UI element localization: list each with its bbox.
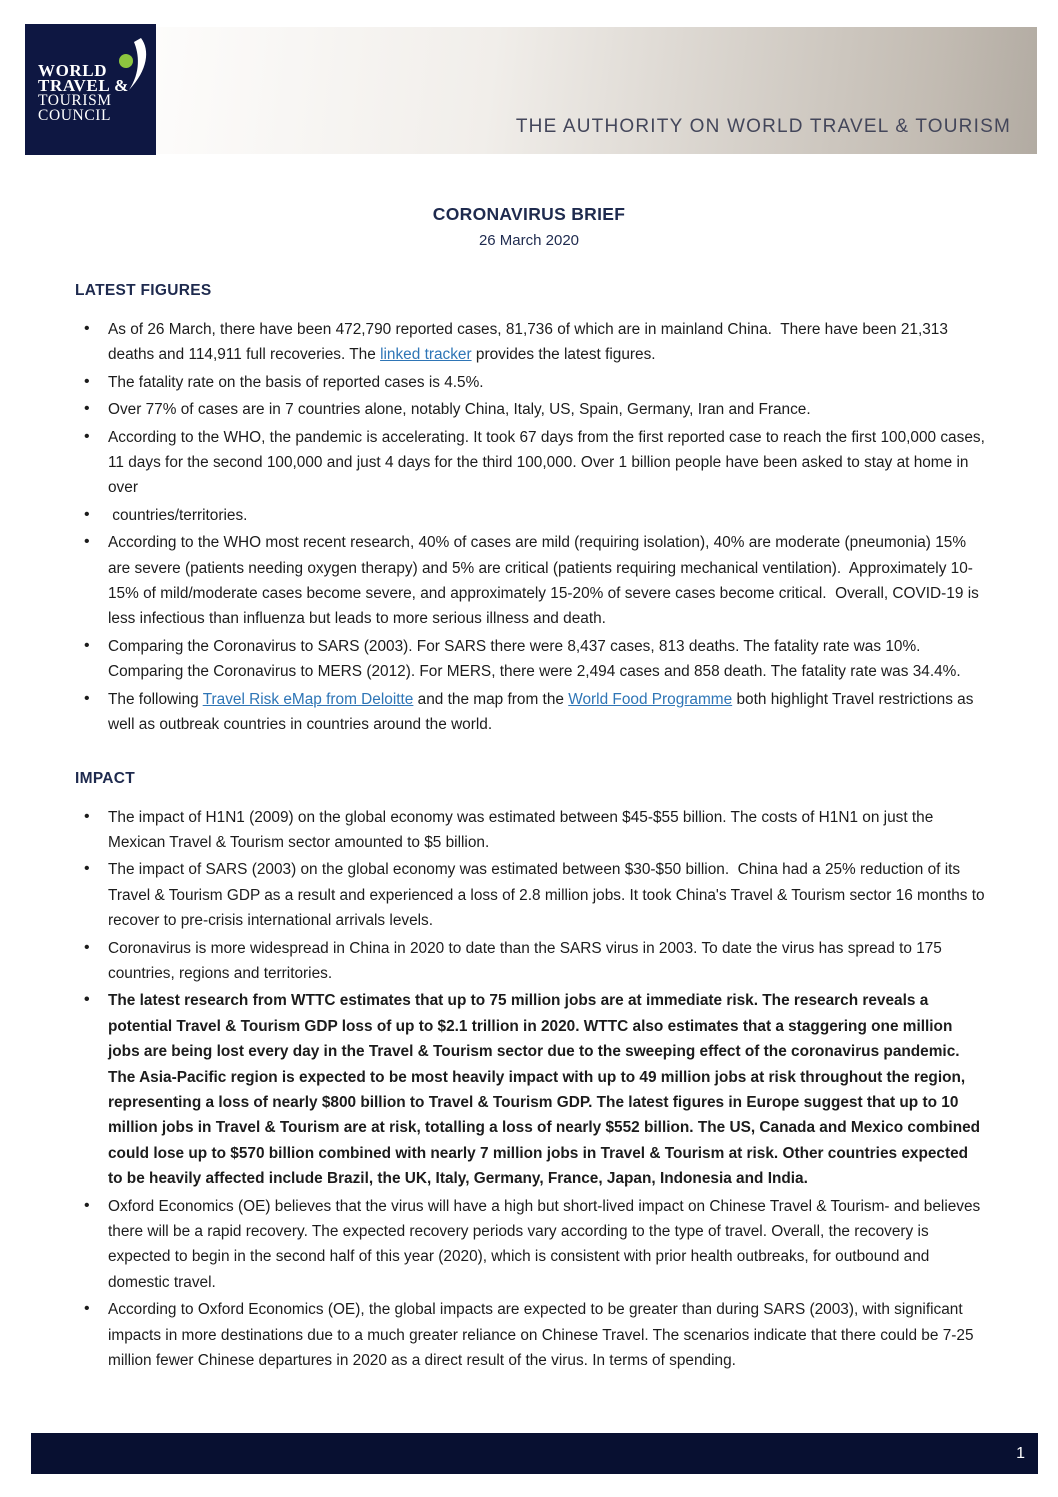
bullet-list (75, 805, 989, 1374)
page-title: CORONAVIRUS BRIEF (432, 204, 626, 224)
bullet-text: provides the latest figures. (471, 346, 656, 364)
bullet-item (75, 634, 985, 685)
page-number: 1 (1016, 1444, 1025, 1462)
section-heading: LATEST FIGURES (75, 282, 212, 299)
bullet-item (75, 1194, 985, 1296)
bullet-item (75, 1297, 985, 1373)
bullet-item (75, 936, 985, 987)
bullet-item (75, 857, 989, 933)
bullet-text: both highlight Travel restrictions as well as outbreak countries in countries around the world. (108, 690, 978, 734)
footer-bar (31, 1433, 1038, 1474)
bullet-item (75, 397, 985, 422)
bullet-item (75, 425, 990, 501)
bullet-item (75, 370, 985, 395)
logo-text (38, 63, 129, 123)
bullet-text: The fatality rate on the basis of reported cases is 4.5%. (108, 373, 484, 391)
bullet-text: The impact of H1N1 (2009) on the global economy was estimated between $45-$55 billion. The costs of H1N1 on just the Mexican Travel & Tourism sector amounted to $5 billion. (108, 808, 938, 851)
bullet-text: According to Oxford Economics (OE), the global impacts are expected to be greater than during SARS (2003), with significant impacts in more destinations due to a much greater reliance on Chinese Travel. The scenarios indicate that there could be 7-25 million fewer Chinese departures in 2020 as a direct result of the virus. In terms of spending. (108, 1301, 978, 1370)
bullet-item (75, 530, 985, 632)
bullet-text: The impact of SARS (2003) on the global economy was estimated between $30-$50 billion. China had a 25% reduction of its Travel & Tourism GDP as a result and experienced a loss of 2.8 million jobs. It took China's Travel & Tourism sector 16 months to recover to pre-crisis international arrivals levels. (108, 861, 989, 930)
bullet-item (75, 805, 985, 856)
logo-line: COUNCIL (38, 107, 112, 124)
section-heading: IMPACT (75, 769, 136, 787)
logo-line: TRAVEL & (38, 76, 129, 95)
bullet-text: The latest research from WTTC estimates that up to 75 million jobs are at immediate risk. The research reveals a potential Travel & Tourism GDP loss of up to $2.1 trillion in 2020. WTTC also estimates that a staggering one million jobs are being lost every day in the Travel & Tourism sector due to the sweeping effect of the coronavirus pandemic. The Asia-Pacific region is expected to be most heavily impact with up to 49 million jobs at risk throughout the region, representing a loss of nearly $800 billion to Travel & Tourism GDP. The latest figures in Europe suggest that up to 10 million jobs in Travel & Tourism are at risk, totalling a loss of nearly $552 billion. The US, Canada and Mexico combined could lose up to $570 billion combined with nearly 7 million jobs in Travel & Tourism at risk. Other countries expected to be heavily affected include Brazil, the UK, Italy, Germany, France, Japan, Indonesia and India. (108, 992, 985, 1188)
logo-line: WORLD (38, 61, 108, 80)
bullet-list (75, 317, 990, 738)
bullet-text: Over 77% of cases are in 7 countries alone, notably China, Italy, US, Spain, Germany, Iran and France. (108, 401, 811, 419)
inline-link[interactable]: Travel Risk eMap from Deloitte (202, 690, 414, 708)
bullet-text: According to the WHO most recent research, 40% of cases are mild (requiring isolation), 40% are moderate (pneumonia) 15% are severe (patients needing oxygen therapy) and 5% are critical (patients requiring mechanical ventilation). Approximately 10-15% of mild/moderate cases become severe, and approximately 15-20% of severe cases become critical. Overall, COVID-19 is less infectious than influenza but leads to more serious illness and death. (108, 534, 984, 628)
logo-line: TOURISM (38, 92, 112, 109)
bullet-text: The following (108, 690, 203, 708)
bullet-text: countries/territories. (108, 506, 248, 524)
bullet-item (75, 988, 985, 1191)
bullet-text: Coronavirus is more widespread in China in 2020 to date than the SARS virus in 2003. To date the virus has spread to 175 countries, regions and territories. (108, 939, 947, 982)
header-tagline: THE AUTHORITY ON WORLD TRAVEL & TOURISM (515, 116, 1011, 137)
document-body (75, 281, 990, 1373)
inline-link[interactable]: linked tracker (380, 346, 472, 364)
bullet-text: and the map from the (413, 690, 569, 708)
bullet-text: Comparing the Coronavirus to SARS (2003). For SARS there were 8,437 cases, 813 deaths. The fatality rate was 10%. Comparing the Coronavirus to MERS (2012). For MERS, there were 2,494 cases and 858 death. The fatality rate was 34.4%. (108, 637, 961, 681)
bullet-text: As of 26 March, there have been 472,790 reported cases, 81,736 of which are in mainland China. There have been 21,313 deaths and 114,911 full recoveries. The (108, 321, 953, 364)
bullet-item (75, 687, 985, 738)
bullet-item (75, 317, 985, 368)
inline-link[interactable]: World Food Programme (568, 690, 733, 708)
page-date: 26 March 2020 (478, 232, 580, 249)
bullet-item (75, 503, 985, 528)
header-banner (156, 27, 1037, 154)
bullet-text: Oxford Economics (OE) believes that the virus will have a high but short-lived impact on Chinese Travel & Tourism- and believes there will be a rapid recovery. The expected recovery periods vary according to the type of travel. Overall, the recovery is expected to begin in the second half of this year (2020), which is consistent with prior health outbreaks, for outbound and domestic travel. (108, 1197, 985, 1291)
wttc-logo (25, 24, 156, 155)
bullet-text: According to the WHO, the pandemic is accelerating. It took 67 days from the first reported case to reach the first 100,000 cases, 11 days for the second 100,000 and just 4 days for the third 100,000. Over 1 billion people have been asked to stay at home in over (108, 428, 990, 497)
